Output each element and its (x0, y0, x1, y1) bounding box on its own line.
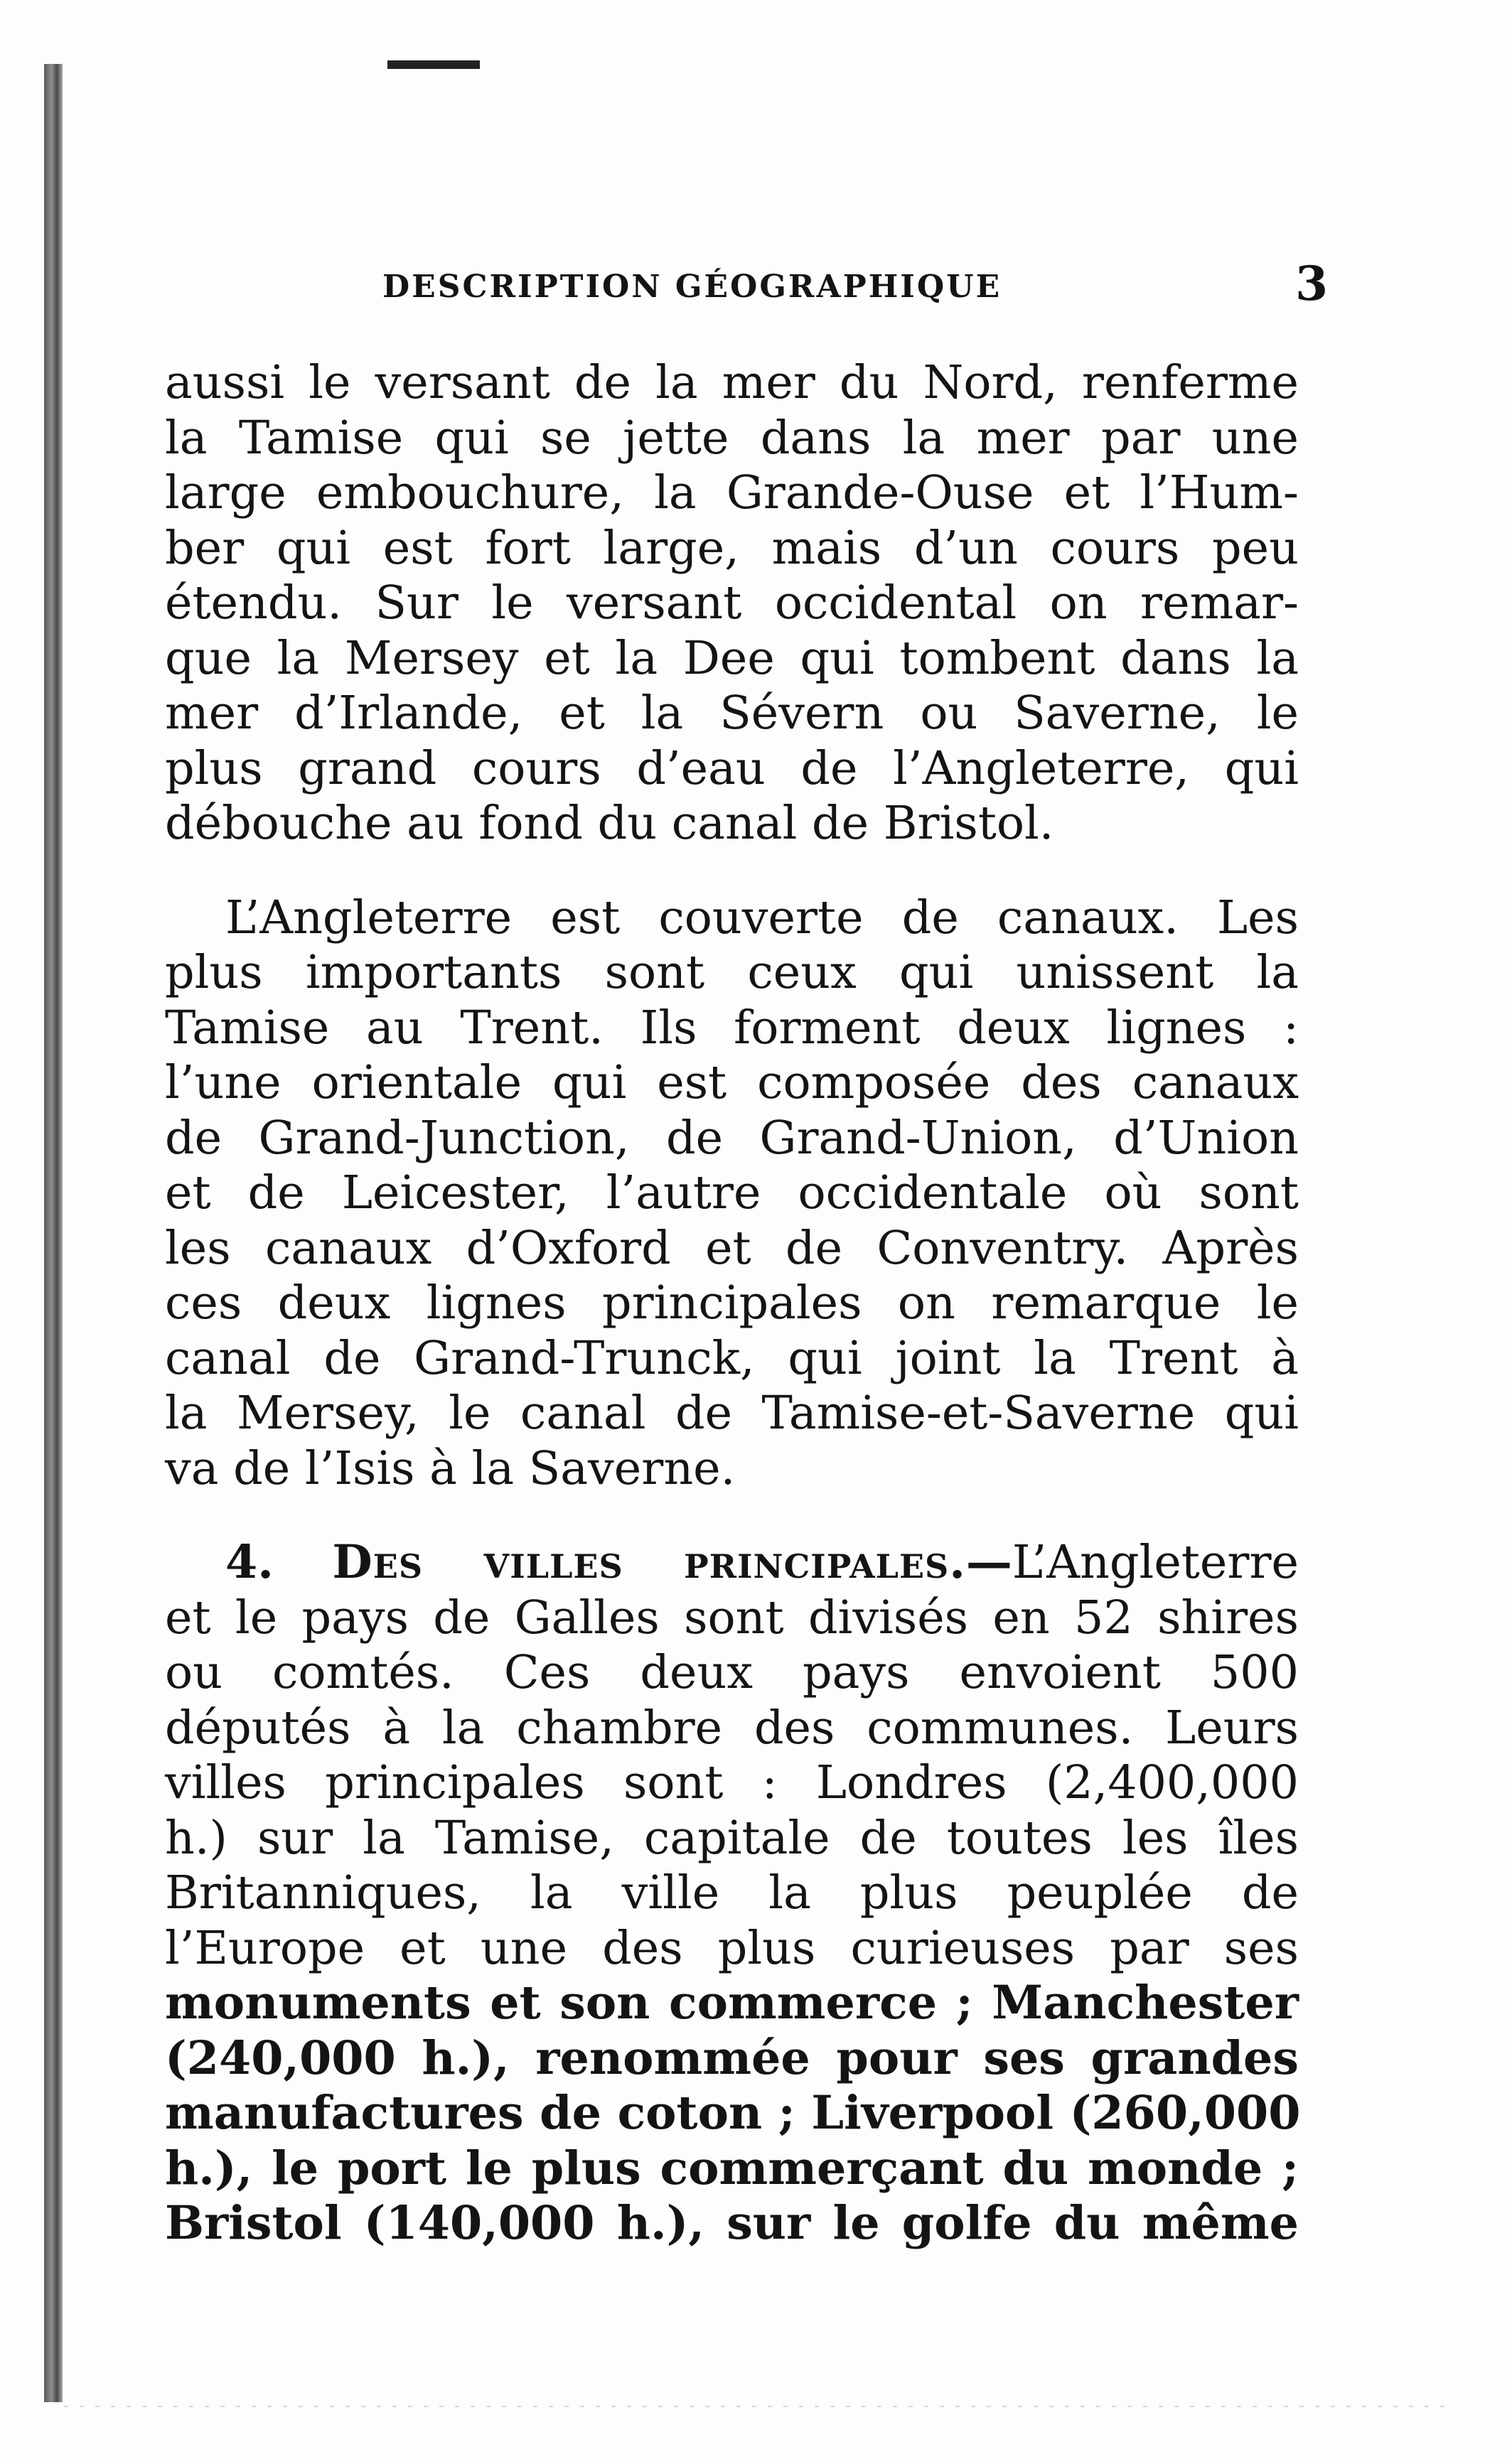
text-line: va de l’Isis à la Saverne. (165, 1441, 736, 1495)
text-line: étendu. Sur le versant occidental on remar- (165, 576, 1299, 630)
text-line: ou comtés. Ces deux pays envoient 500 (165, 1646, 1299, 1699)
bottom-edge-noise (64, 2406, 1450, 2407)
printer-mark (387, 60, 480, 69)
text-line: ber qui est fort large, mais d’un cours peu (165, 521, 1299, 575)
paragraph-canals (165, 891, 1299, 1497)
section-first-words: L’Angleterre (1012, 1536, 1299, 1589)
page-number: 3 (1295, 256, 1328, 311)
text-line: Bristol (140,000 h.), sur le golfe du même (165, 2196, 1299, 2250)
text-line: Tamise au Trent. Ils forment deux lignes : (165, 1001, 1299, 1055)
text-line: canal de Grand-Trunck, qui joint la Trent à (165, 1331, 1299, 1385)
text-line: de Grand-Junction, de Grand-Union, d’Union (165, 1111, 1299, 1165)
text-line: plus grand cours d’eau de l’Angleterre, qui (165, 741, 1299, 795)
paragraph-cities (165, 1535, 1299, 2252)
text-line: députés à la chambre des communes. Leurs (165, 1701, 1299, 1755)
text-line: que la Mersey et la Dee qui tombent dans la (165, 631, 1299, 685)
section-dash: — (965, 1535, 1012, 1589)
text-line: et de Leicester, l’autre occidentale où sont (165, 1166, 1299, 1220)
binding-edge-shadow (44, 64, 63, 2402)
text-line: h.), le port le plus commerçant du monde ; (165, 2141, 1299, 2195)
text-line: plus importants sont ceux qui unissent la (165, 946, 1299, 999)
section-title: Des villes principales. (332, 1535, 966, 1589)
text-line: (240,000 h.), renommée pour ses grandes (165, 2030, 1299, 2085)
section-number: 4. (225, 1535, 274, 1589)
text-line: la Tamise qui se jette dans la mer par une (165, 411, 1299, 465)
text-line: les canaux d’Oxford et de Conventry. Après (165, 1221, 1299, 1275)
text-line: villes principales sont : Londres (2,400,000 (165, 1756, 1299, 1809)
text-line: Britanniques, la ville la plus peuplée de (165, 1866, 1299, 1920)
page-header (382, 256, 1328, 320)
text-line: monuments et son commerce ; Manchester (165, 1976, 1299, 2030)
text-line: manufactures de coton ; Liverpool (260,000 (165, 2086, 1301, 2140)
text-line: débouche au fond du canal de Bristol. (165, 797, 1054, 850)
text-line: et le pays de Galles sont divisés en 52 shires (165, 1591, 1299, 1645)
text-line: mer d’Irlande, et la Sévern ou Saverne, le (165, 687, 1299, 740)
running-head: DESCRIPTION GÉOGRAPHIQUE (382, 269, 1002, 305)
body-text (165, 355, 1299, 2252)
text-line: l’Europe et une des plus curieuses par ses (165, 1921, 1299, 1975)
paragraph-rivers (165, 355, 1299, 851)
text-line: L’Angleterre est couverte de canaux. Les (225, 891, 1299, 945)
text-line: large embouchure, la Grande-Ouse et l’Hum- (165, 466, 1299, 520)
section-heading-line (165, 1535, 1299, 1591)
text-line: l’une orientale qui est composée des canaux (165, 1056, 1299, 1109)
text-line: aussi le versant de la mer du Nord, renferme (165, 356, 1299, 409)
text-line: la Mersey, le canal de Tamise-et-Saverne qui (165, 1387, 1299, 1440)
text-line: ces deux lignes principales on remarque le (165, 1276, 1299, 1330)
text-line: h.) sur la Tamise, capitale de toutes les îles (165, 1811, 1299, 1865)
